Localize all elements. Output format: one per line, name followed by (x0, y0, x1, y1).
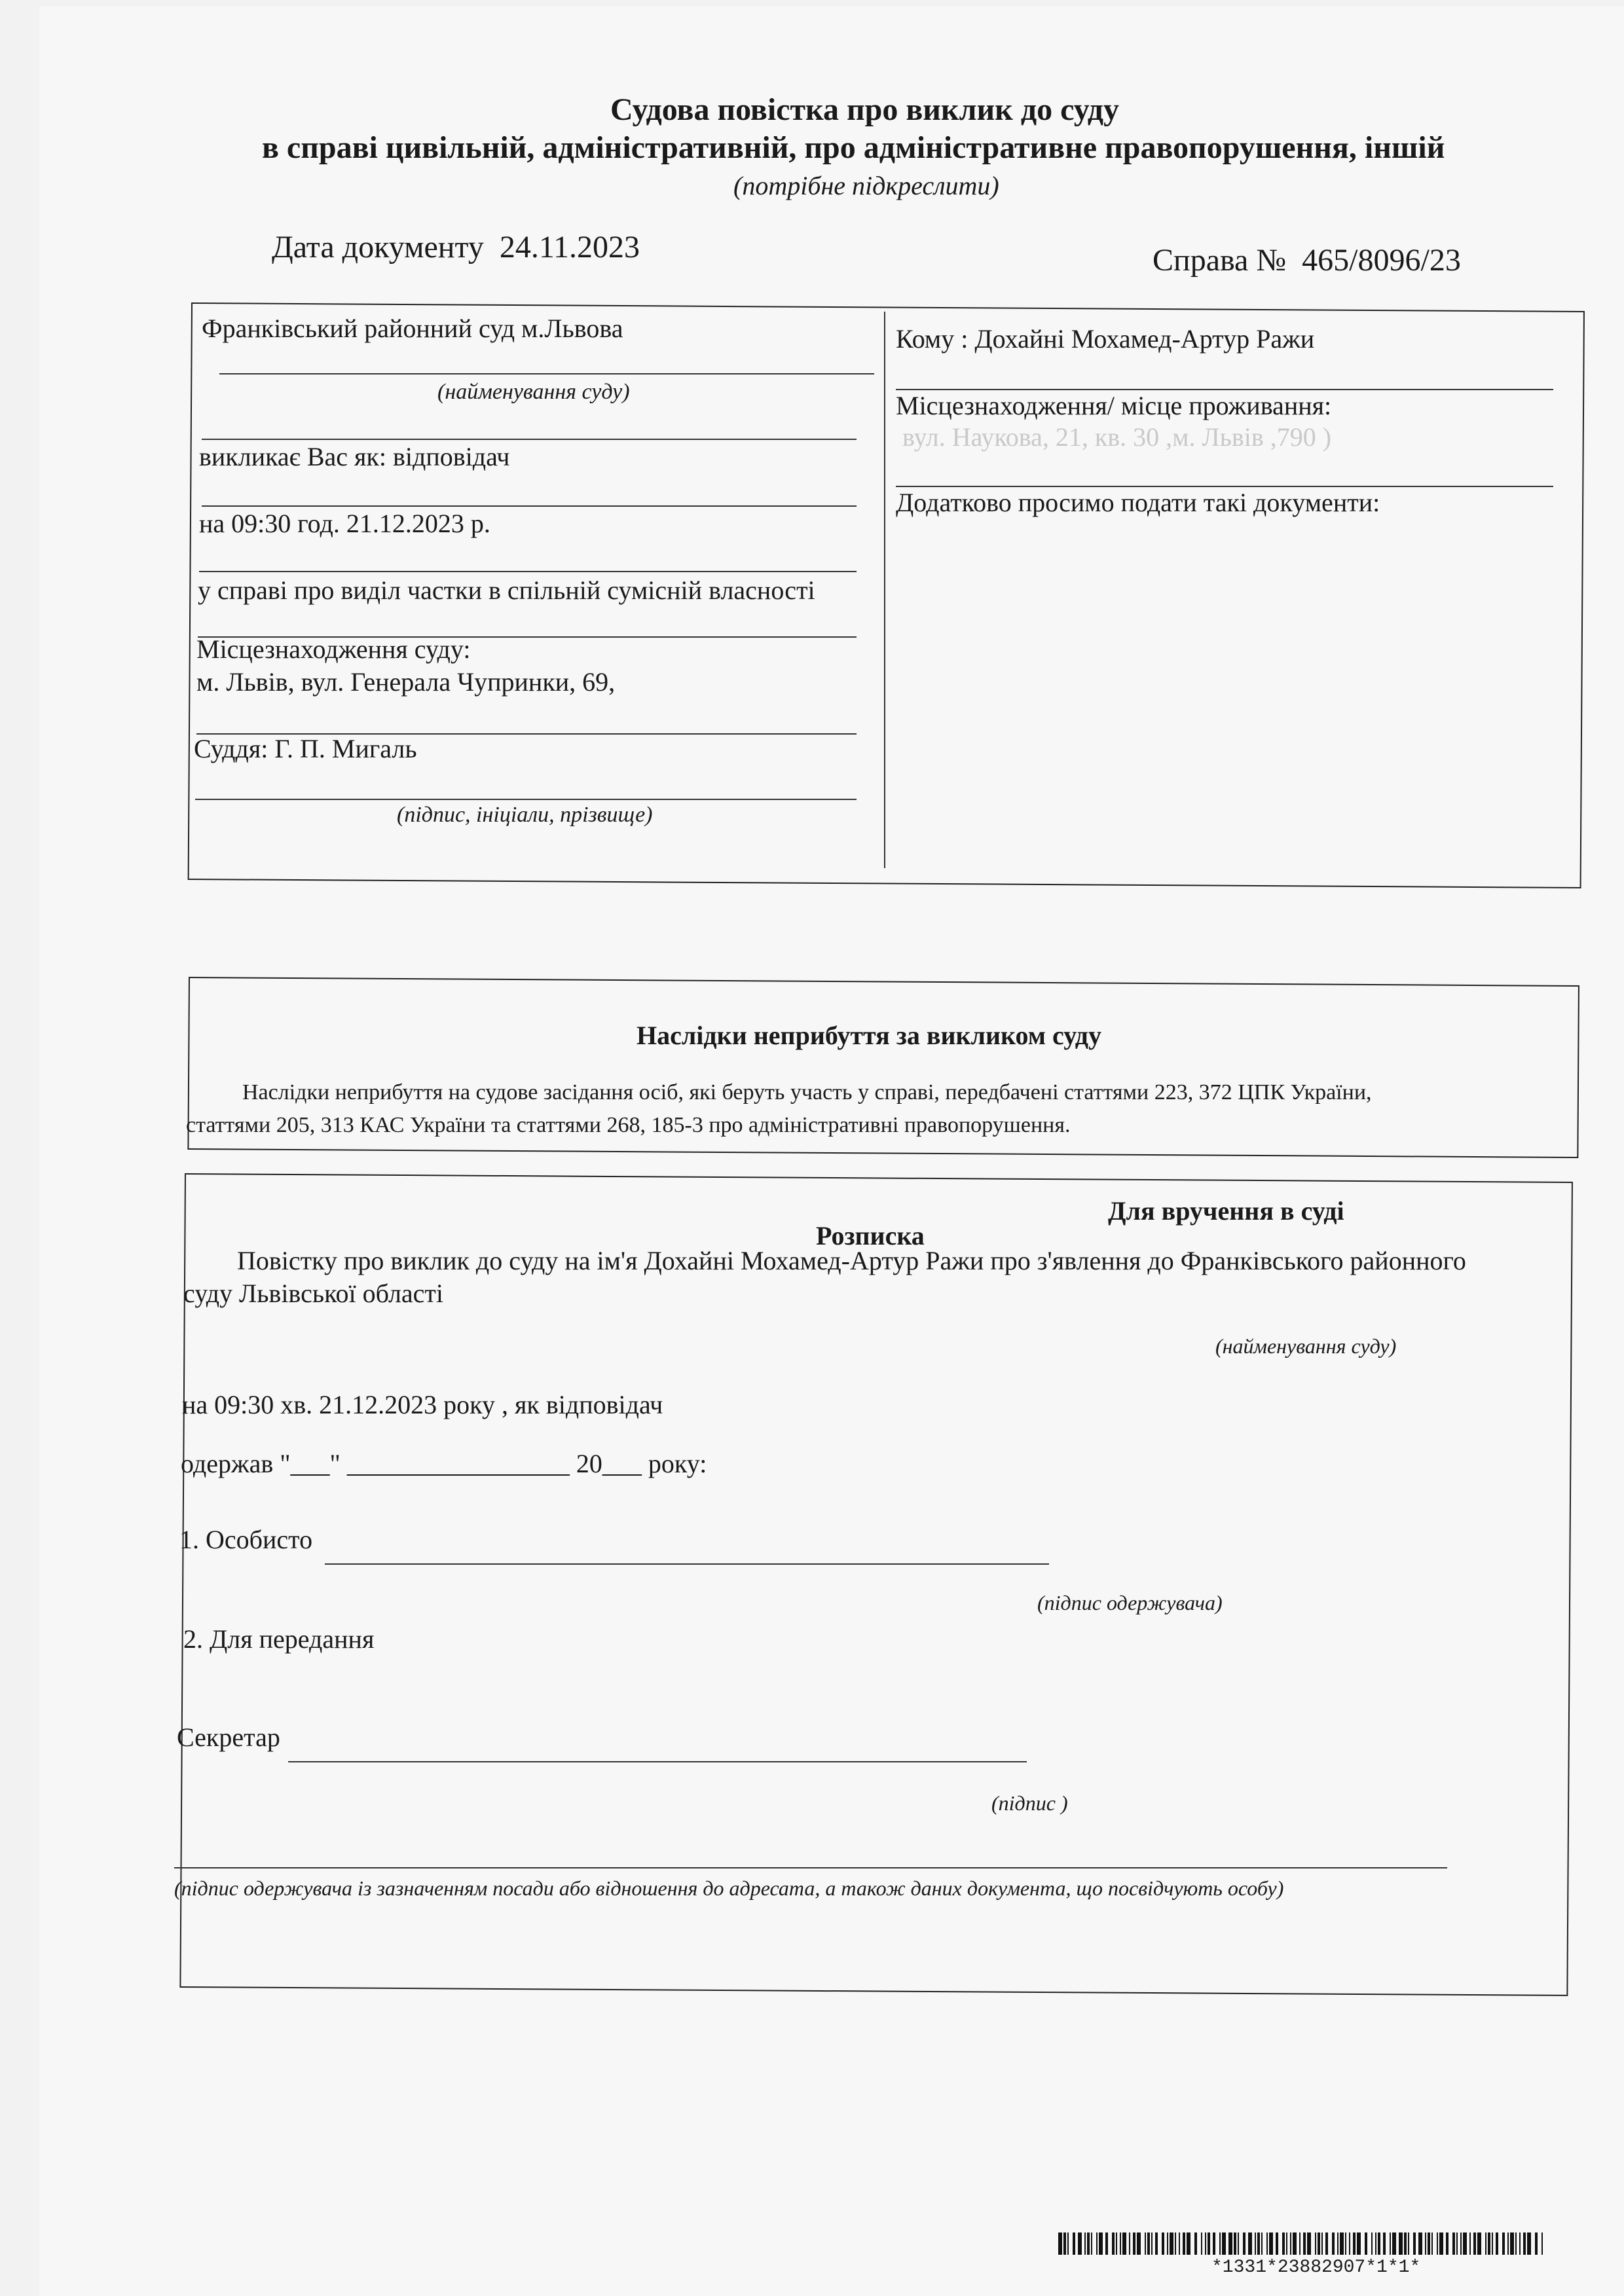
personally-label: 1. Особисто (179, 1525, 313, 1554)
case-subject: у справі про виділ частки в спільній сумісній власності (198, 575, 815, 605)
barcode-bar (1307, 2232, 1311, 2255)
rule-1 (202, 439, 857, 440)
barcode-bar (1205, 2232, 1206, 2255)
barcode-bar (1390, 2232, 1391, 2255)
barcode-bar (1452, 2232, 1455, 2255)
barcode-bar (1399, 2232, 1403, 2255)
barcode-bar (1099, 2232, 1103, 2255)
receipt-line-1: Повістку про виклик до суду на ім'я Дохайні Мохамед-Артур Ражи про з'явлення до Франківського районного (237, 1246, 1466, 1275)
barcode-bar (1170, 2232, 1173, 2255)
barcode-bar (1078, 2232, 1082, 2255)
barcode-bar (1510, 2232, 1514, 2255)
barcode-bar (1105, 2232, 1108, 2255)
barcode-bar (1523, 2232, 1526, 2255)
barcode-bar (1058, 2232, 1062, 2255)
barcode-bar (1145, 2232, 1146, 2255)
signature-caption: (підпис, ініціали, прізвище) (397, 803, 653, 827)
document-date (272, 229, 640, 265)
date-value: 24.11.2023 (499, 230, 640, 264)
barcode-bar (1299, 2232, 1301, 2255)
judge-name: Суддя: Г. П. Мигаль (194, 734, 417, 763)
barcode-bar (1492, 2232, 1493, 2255)
barcode-bar (1219, 2232, 1221, 2255)
title-line-2: в справі цивільній, адміністративній, про адміністративне правопорушення, іншій (262, 130, 1445, 165)
court-location-label: Місцезнаходження суду: (196, 634, 471, 664)
barcode-bar (1084, 2232, 1086, 2255)
footer-caption: (підпис одержувача із зазначенням посади або відношення до адресата, а також даних документа, що посвідчують особу) (174, 1876, 1284, 1900)
barcode-bar (1175, 2232, 1176, 2255)
court-name: Франківський районний суд м.Львова (202, 314, 623, 343)
barcode-bar (1073, 2232, 1075, 2255)
secretary-label: Секретар (177, 1722, 280, 1752)
barcode-bar (1318, 2232, 1320, 2255)
barcode-bar (1456, 2232, 1458, 2255)
barcode-bar (1477, 2232, 1481, 2255)
receipt-court-caption: (найменування суду) (1215, 1334, 1397, 1358)
barcode-bar (1349, 2232, 1350, 2255)
receipt-title: Розписка (816, 1221, 925, 1250)
barcode-bar (1463, 2232, 1467, 2255)
barcode-bar (1345, 2232, 1346, 2255)
barcode-bar (1151, 2232, 1153, 2255)
barcode-bar (1392, 2232, 1396, 2255)
barcode-bar (1261, 2232, 1263, 2255)
barcode-bar (1418, 2232, 1422, 2255)
barcode-bar (1187, 2232, 1190, 2255)
barcode-bar (1337, 2232, 1338, 2255)
barcode-bar (1120, 2232, 1121, 2255)
barcode-bar (1383, 2232, 1386, 2255)
for-transfer-label: 2. Для передання (183, 1624, 375, 1654)
barcode-bar (1378, 2232, 1380, 2255)
barcode-bar (1096, 2232, 1098, 2255)
barcode-bar (1286, 2232, 1287, 2255)
court-caption: (найменування суду) (437, 380, 630, 404)
residence-value: вул. Наукова, 21, кв. 30 ,м. Львів ,790 ) (902, 422, 1332, 452)
barcode-bar (1269, 2232, 1273, 2255)
barcode-bar (1213, 2232, 1215, 2255)
recipient-signature-caption: (підпис одержувача) (1037, 1591, 1223, 1614)
date-label: Дата документу (272, 230, 484, 264)
barcode-bar (1446, 2232, 1449, 2255)
barcode-bar (1428, 2232, 1430, 2255)
case-value: 465/8096/23 (1302, 243, 1461, 278)
hearing-time: на 09:30 год. 21.12.2023 р. (199, 509, 490, 538)
barcode-bar (1208, 2232, 1210, 2255)
footer-signature-line (174, 1867, 1447, 1868)
barcode-bar (1404, 2232, 1407, 2255)
barcode-bar (1485, 2232, 1486, 2255)
barcode-bar (1332, 2232, 1335, 2255)
barcode-bar (1087, 2232, 1090, 2255)
barcode-bar (1519, 2232, 1521, 2255)
case-number (1153, 242, 1461, 278)
barcode-bar (1371, 2232, 1373, 2255)
personally-signature-line (325, 1563, 1049, 1565)
barcode-bar (1179, 2232, 1180, 2255)
receipt-time: на 09:30 хв. 21.12.2023 року , як відповідач (182, 1390, 663, 1419)
barcode-bar (1133, 2232, 1135, 2255)
barcode-bar (1431, 2232, 1433, 2255)
title-line-1: Судова повістка про виклик до суду (610, 92, 1120, 127)
barcode-bar (1527, 2232, 1531, 2255)
barcode-bar (1460, 2232, 1462, 2255)
barcode-bar (1496, 2232, 1498, 2255)
barcode-bar (1315, 2232, 1316, 2255)
barcode-bar (1437, 2232, 1438, 2255)
barcode-bar (1234, 2232, 1236, 2255)
consequences-title: Наслідки неприбуття за викликом суду (637, 1021, 1101, 1050)
barcode-bar (1353, 2232, 1356, 2255)
barcode-bar (1439, 2232, 1443, 2255)
barcode-bar (1228, 2232, 1232, 2255)
barcode-bar (1303, 2232, 1306, 2255)
barcode-bar (1222, 2232, 1226, 2255)
barcode-bar (1425, 2232, 1426, 2255)
barcode-bar (1248, 2232, 1252, 2255)
barcode-bar (1502, 2232, 1505, 2255)
received-date-line: одержав "___" _________________ 20___ року: (181, 1449, 707, 1478)
barcode-bar (1167, 2232, 1168, 2255)
barcode-bar (1257, 2232, 1260, 2255)
secretary-signature-line (288, 1761, 1027, 1762)
panel-divider (884, 312, 885, 868)
barcode-text: *1331*23882907*1*1* (1211, 2257, 1421, 2278)
court-location-value: м. Львів, вул. Генерала Чупринки, 69, (196, 667, 616, 697)
summons-role: викликає Вас як: відповідач (199, 442, 510, 471)
barcode-bar (1325, 2232, 1328, 2255)
barcode-bar (1255, 2232, 1256, 2255)
barcode-bar (1243, 2232, 1246, 2255)
barcode-bar (1183, 2232, 1185, 2255)
barcode-bar (1147, 2232, 1150, 2255)
barcode-bar (1507, 2232, 1509, 2255)
consequences-text-1: Наслідки неприбуття на судове засідання осіб, які беруть участь у справі, передбачені статтями 223, 372 ЦПК України, (242, 1080, 1372, 1104)
barcode-bar (1535, 2232, 1538, 2255)
barcode-bar (1488, 2232, 1490, 2255)
rule-3 (199, 571, 857, 572)
barcode-bar (1469, 2232, 1471, 2255)
rule-6 (195, 799, 857, 800)
barcode-bar (1413, 2232, 1416, 2255)
barcode-bar (1137, 2232, 1141, 2255)
title-note: (потрібне підкреслити) (733, 171, 999, 200)
document-page (39, 7, 1624, 2296)
barcode-bar (1290, 2232, 1291, 2255)
barcode-bar (1357, 2232, 1361, 2255)
barcode-bar (1201, 2232, 1202, 2255)
barcode-bar (1541, 2232, 1543, 2255)
additional-documents: Додатково просимо подати такі документи: (896, 488, 1380, 517)
barcode-bar (1375, 2232, 1376, 2255)
addressee: Кому : Дохайні Мохамед-Артур Ражи (896, 324, 1315, 354)
barcode-bar (1340, 2232, 1344, 2255)
barcode-bar (1408, 2232, 1409, 2255)
barcode-bar (1515, 2232, 1517, 2255)
barcode-bar (1365, 2232, 1367, 2255)
barcode-bar (1162, 2232, 1164, 2255)
barcode-bar (1293, 2232, 1297, 2255)
consequences-text-2: статтями 205, 313 КАС України та статтями 268, 185-3 про адміністративні правопорушення. (186, 1113, 1071, 1137)
barcode-bar (1129, 2232, 1130, 2255)
residence-label: Місцезнаходження/ місце проживання: (896, 391, 1332, 420)
delivery-note: Для вручення в суді (1108, 1196, 1344, 1226)
barcode-bar (1155, 2232, 1158, 2255)
barcode-bar (1116, 2232, 1117, 2255)
barcode-bar (1266, 2232, 1268, 2255)
case-label: Справа № (1153, 243, 1287, 278)
barcode-bar (1473, 2232, 1476, 2255)
barcode-bar (1321, 2232, 1323, 2255)
barcode-bar (1112, 2232, 1115, 2255)
secretary-signature-caption: (підпис ) (991, 1791, 1068, 1815)
barcode-bar (1282, 2232, 1285, 2255)
barcode-bar (1067, 2232, 1069, 2255)
barcode-bar (1091, 2232, 1092, 2255)
barcode-bar (1063, 2232, 1066, 2255)
barcode-bar (1194, 2232, 1197, 2255)
barcode-bar (1238, 2232, 1239, 2255)
barcode-image (1058, 2232, 1556, 2255)
receipt-line-2: суду Львівської області (183, 1279, 444, 1308)
barcode-bar (1122, 2232, 1126, 2255)
barcode-bar (1276, 2232, 1278, 2255)
rule-2 (202, 505, 857, 507)
court-name-underline (219, 373, 874, 374)
